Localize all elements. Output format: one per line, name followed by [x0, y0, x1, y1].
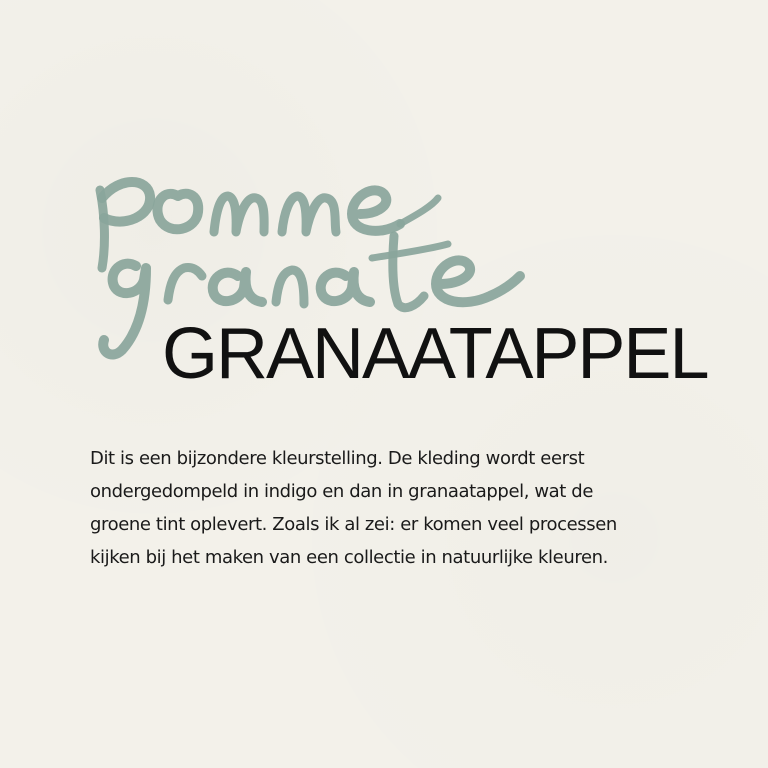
body-line: Dit is een bijzondere kleurstelling. De kleding wordt eerst: [90, 448, 585, 469]
body-line: ondergedompeld in indigo en dan in granaatappel, wat de: [90, 481, 593, 502]
page-title: GRANAATAPPEL: [162, 314, 708, 394]
body-paragraph: [90, 442, 690, 574]
body-line: kijken bij het maken van een collectie in natuurlijke kleuren.: [90, 547, 608, 568]
body-line: groene tint oplevert. Zoals ik al zei: er komen veel processen: [90, 514, 617, 535]
